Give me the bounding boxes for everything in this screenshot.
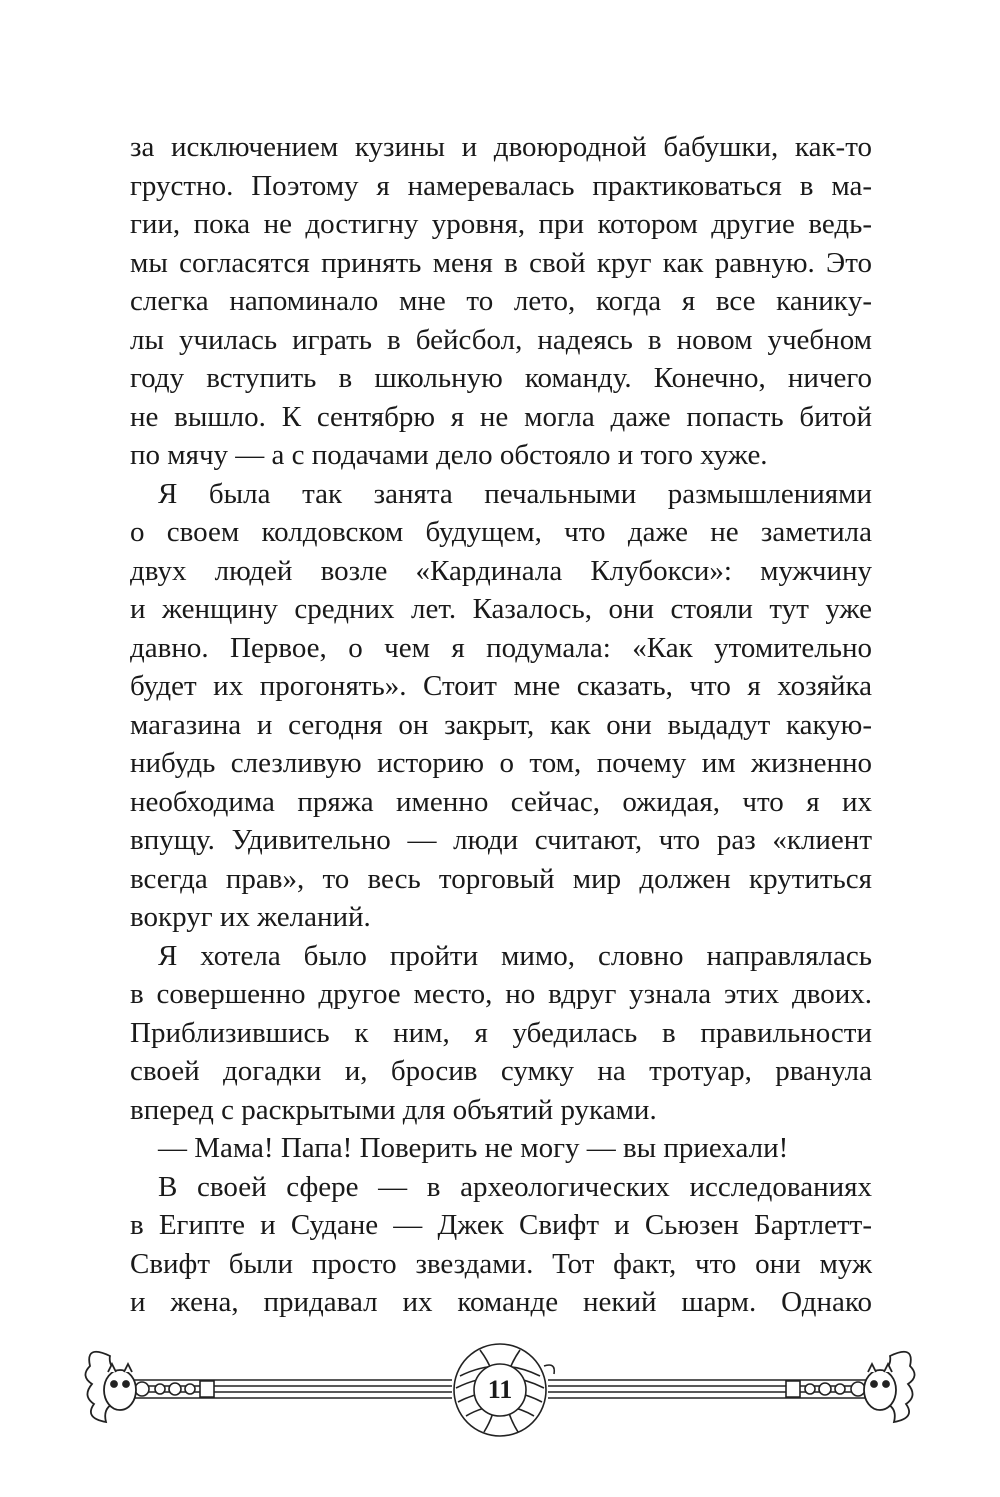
text-line: слегка напоминало мне то лето, когда я все каникy- — [130, 285, 872, 317]
text-line: в Египте и Судане — Джек Свифт и Сьюзен Бартлетт- — [130, 1209, 872, 1241]
text-line: двух людей возле «Кардинала Клубокси»: мужчину — [130, 554, 872, 587]
bat-right-icon — [864, 1352, 915, 1422]
text-line: Свифт были просто звездами. Тот факт, что они муж — [130, 1247, 872, 1280]
text-line: о своем колдовском будущем, что даже не заметила — [130, 516, 872, 548]
beads-left-icon — [135, 1381, 214, 1397]
text-line: магазина и сегодня он закрыт, как они выдадут какую- — [130, 708, 872, 741]
text-line: гии, пока не достигну уровня, при котором другие ведь- — [130, 208, 872, 240]
bat-left-icon — [85, 1352, 136, 1422]
beads-right-icon — [786, 1381, 865, 1397]
text-line: вокруг их желаний. — [130, 901, 371, 933]
page-number: 11 — [487, 1375, 513, 1404]
text-line: будет их прогонять». Стоит мне сказать, что я хозяйка — [130, 670, 872, 702]
text-line: по мячу — а с подачами дело обстояло и того хуже. — [130, 439, 768, 471]
text-line: нибудь слезливую историю о том, почему им жизненно — [130, 747, 872, 779]
text-line: в совершенно другое место, но вдруг узнала этих двоих. — [130, 978, 872, 1010]
text-line: давно. Первое, о чем я подумала: «Как утомительно — [130, 631, 872, 664]
text-line: Я была так занята печальными размышлениями — [158, 477, 872, 510]
text-line: году вступить в школьную команду. Конечно, ничего — [130, 362, 872, 394]
text-line: — Мама! Папа! Поверить не могу — вы приехали! — [158, 1132, 789, 1164]
text-line: за исключением кузины и двоюродной бабушки, как-то — [130, 131, 872, 163]
text-line: не вышло. К сентябрю я не могла даже попасть битой — [130, 400, 872, 433]
text-line: вперед с раскрытыми для объятий руками. — [130, 1093, 657, 1126]
text-line: Я хотела было пройти мимо, словно направлялась — [158, 939, 872, 972]
text-line: необходима пряжа именно сейчас, ожидая, что я их — [130, 785, 872, 818]
text-line: лы училась играть в бейсбол, надеясь в новом учебном — [130, 323, 872, 356]
body-text — [130, 128, 872, 1322]
text-line: В своей сфере — в археологических исследованиях — [158, 1170, 872, 1203]
text-line: впущу. Удивительно — люди считают, что раз «клиент — [130, 824, 872, 856]
text-line: и жена, придавал их команде некий шарм. Однако — [130, 1286, 872, 1318]
text-line: Приблизившись к ним, я убедилась в правильности — [130, 1016, 872, 1049]
text-line: всегда прав», то весь торговый мир должен крутиться — [130, 862, 872, 895]
text-line: мы согласятся принять меня в свой круг как равную. Это — [130, 246, 872, 279]
text-line: и женщину средних лет. Казалось, они стояли тут уже — [130, 593, 872, 625]
text-line: грустно. Поэтому я намеревалась практиковаться в ма- — [130, 169, 872, 202]
text-line: своей догадки и, бросив сумку на тротуар, рванула — [130, 1055, 872, 1087]
